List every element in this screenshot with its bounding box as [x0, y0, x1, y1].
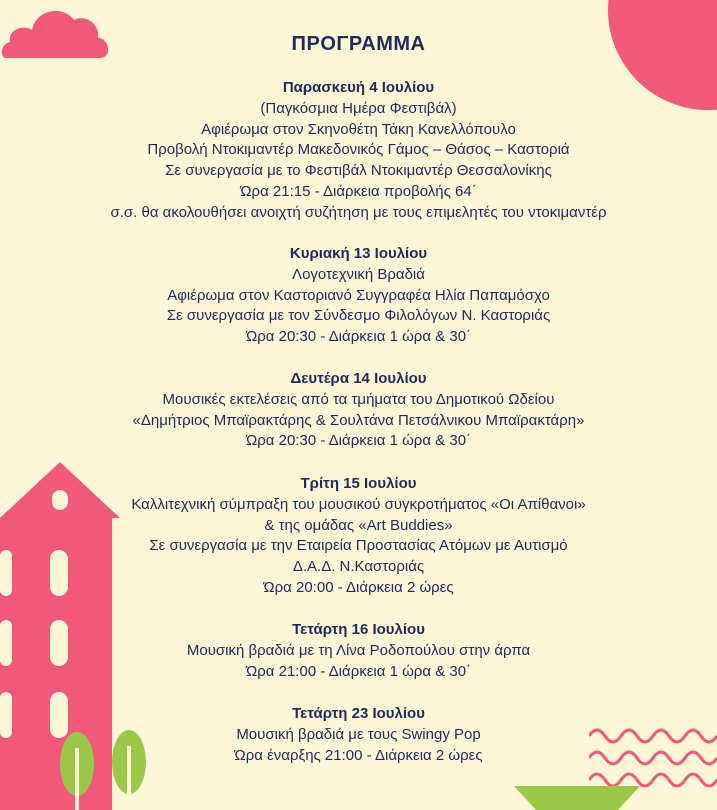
- event-block: [0, 704, 717, 766]
- event-line: Μουσική βραδιά με τη Λίνα Ροδοπούλου στην άρπα: [186, 641, 531, 659]
- event-line: Ώρα 20:30 - Διάρκεια 1 ώρα & 30΄: [245, 432, 472, 450]
- event-line: Δ.Α.Δ. Ν.Καστοριάς: [292, 558, 425, 576]
- event-line: «Δημήτριος Μπαϊρακτάρης & Σουλτάνα Πετσάλνικου Μπαϊρακτάρη»: [132, 411, 585, 429]
- event-line: Προβολή Ντοκιμαντέρ Μακεδονικός Γάμος – Θάσος – Καστοριά: [147, 141, 570, 159]
- event-line: Σε συνεργασία με τον Σύνδεσμο Φιλολόγων Ν. Καστοριάς: [166, 307, 551, 325]
- event-line: Λογοτεχνική Βραδιά: [292, 265, 425, 283]
- event-line: (Παγκόσμια Ημέρα Φεστιβάλ): [260, 99, 457, 117]
- event-line: Σε συνεργασία με την Εταιρεία Προστασίας Ατόμων με Αυτισμό: [149, 537, 568, 555]
- event-block: [0, 369, 717, 452]
- event-day: Κυριακή 13 Ιουλίου: [289, 245, 428, 262]
- event-line: σ.σ. θα ακολουθήσει ανοιχτή συζήτηση με τους επιμελητές του ντοκιμαντέρ: [110, 203, 607, 221]
- event-line: Μουσικές εκτελέσεις από τα τμήματα του Δημοτικού Ωδείου: [162, 390, 555, 408]
- event-line: Ώρα έναρξης 21:00 - Διάρκεια 2 ώρες: [234, 746, 483, 764]
- event-day: Τρίτη 15 Ιουλίου: [300, 475, 417, 492]
- event-line: & της ομάδας «Art Buddies»: [264, 516, 453, 534]
- event-day: Τετάρτη 16 Ιουλίου: [292, 621, 425, 638]
- event-block: [0, 244, 717, 348]
- event-line: Αφιέρωμα στον Καστοριανό Συγγραφέα Ηλία Παπαμόσχο: [167, 286, 550, 304]
- page-title: ΠΡΟΓΡΑΜΜΑ: [291, 33, 426, 55]
- event-block: [0, 78, 717, 224]
- event-line: Μουσική βραδιά με τους Swingy Pop: [236, 725, 481, 743]
- event-day: Παρασκευή 4 Ιουλίου: [282, 79, 435, 96]
- event-block: [0, 474, 717, 599]
- event-block: [0, 620, 717, 682]
- event-line: Ώρα 20:00 - Διάρκεια 2 ώρες: [263, 578, 454, 596]
- event-day: Τετάρτη 23 Ιουλίου: [292, 705, 425, 722]
- event-line: Ώρα 21:00 - Διάρκεια 1 ώρα & 30΄: [245, 662, 472, 680]
- event-line: Σε συνεργασία με το Φεστιβάλ Ντοκιμαντέρ Θεσσαλονίκης: [165, 162, 552, 180]
- event-day: Δευτέρα 14 Ιουλίου: [290, 370, 427, 387]
- event-line: Καλλιτεχνική σύμπραξη του μουσικού συγκροτήματος «Οι Απίθανοι»: [131, 495, 586, 513]
- boat-decoration: [514, 782, 640, 810]
- event-line: Αφιέρωμα στον Σκηνοθέτη Τάκη Κανελλόπουλο: [201, 120, 516, 138]
- event-line: Ώρα 20:30 - Διάρκεια 1 ώρα & 30΄: [245, 328, 472, 346]
- event-line: Ώρα 21:15 - Διάρκεια προβολής 64΄: [240, 182, 477, 200]
